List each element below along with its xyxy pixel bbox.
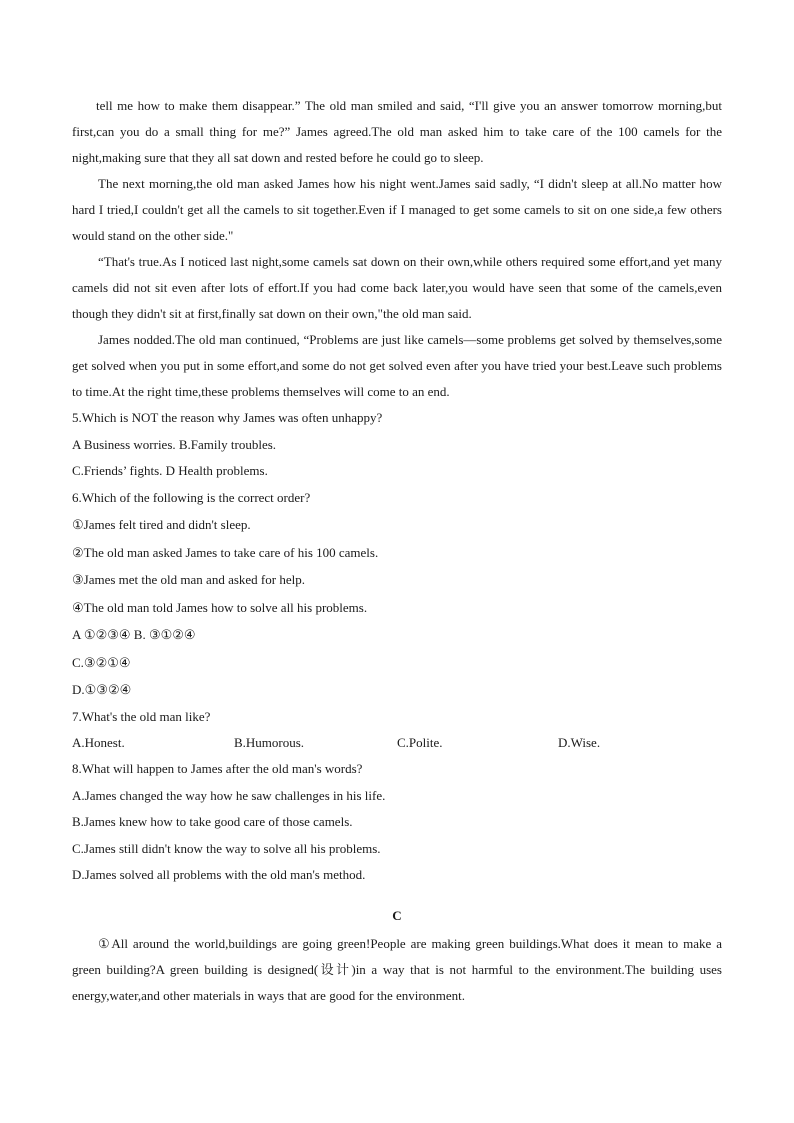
question-7-stem: 7.What's the old man like? [72,708,211,724]
question-6 [72,485,722,704]
question-6-option-c: C.③②①④ [72,654,131,670]
question-6-options-ab: A ①②③④ B. ③①②④ [72,627,196,642]
passage-b-paragraph-1: tell me how to make them disappear.” The old man smiled and said, “I'll give you an answer tomorrow morning,but first,can you do a small thing for me?” James agreed.The old man asked him to take care of the 100 camels for the night,making sure that they all sat down and rested before he could go to sleep. [72,98,722,165]
question-8-stem: 8.What will happen to James after the old man's words? [72,761,363,776]
question-7-option-a: A.Honest. [72,735,125,750]
question-7-option-c: C.Polite. [397,735,443,750]
question-8-option-d: D.James solved all problems with the old man's method. [72,867,366,882]
question-7 [72,704,722,757]
question-6-stem: 6.Which of the following is the correct order? [72,489,311,505]
question-6-option-d: D.①③②④ [72,682,132,697]
question-8 [72,756,722,889]
question-5-options-ab: A Business worries. B.Family troubles. [72,436,277,452]
section-c-paragraph-1: ①All around the world,buildings are going green!People are making green buildings.What does it mean to make a green building?A green building is designed(设计)in a way that is not harmful to the environment.The building uses energy,water,and other materials in ways that are good for the environment. [72,935,722,1003]
question-7-options [72,730,722,756]
passage-b-paragraph-2: The next morning,the old man asked James how his night went.James said sadly, “I didn't sleep at all.No matter how hard I tried,I couldn't get all the camels to sit together.Even if I managed to get some camels to sit on one side,a few others would stand on the other side." [72,176,722,243]
question-8-option-c: C.James still didn't know the way to solve all his problems. [72,840,381,856]
question-6-statement-2: ②The old man asked James to take care of his 100 camels. [72,544,379,560]
question-8-option-a: A.James changed the way how he saw challenges in his life. [72,787,386,803]
question-6-statement-1: ①James felt tired and didn't sleep. [72,517,251,532]
question-6-statement-3: ③James met the old man and asked for help. [72,572,305,587]
section-c-heading: C [392,907,402,923]
question-7-option-b: B.Humorous. [234,735,305,750]
question-5 [72,405,722,485]
passage-b-paragraph-4: James nodded.The old man continued, “Problems are just like camels—some problems get solved by themselves,some get solved when you put in some effort,and some do not get solved even after you have tried your best.Leave such problems to time.At the right time,these problems themselves will come to an end. [72,332,722,399]
question-8-option-b: B.James knew how to take good care of those camels. [72,814,353,829]
document-page [72,93,722,1009]
question-7-option-d: D.Wise. [558,735,601,750]
passage-b-paragraph-3: “That's true.As I noticed last night,some camels sat down on their own,while others required some effort,and yet many camels did not sit even after lots of effort.If you had come back later,you would have seen that some of the camels,even though they didn't sit at first,finally sat down on their own,"the old man said. [72,254,722,321]
question-5-stem: 5.Which is NOT the reason why James was often unhappy? [72,410,383,425]
question-5-options-cd: C.Friends’ fights. D Health problems. [72,463,268,478]
question-6-statement-4: ④The old man told James how to solve all his problems. [72,599,368,615]
